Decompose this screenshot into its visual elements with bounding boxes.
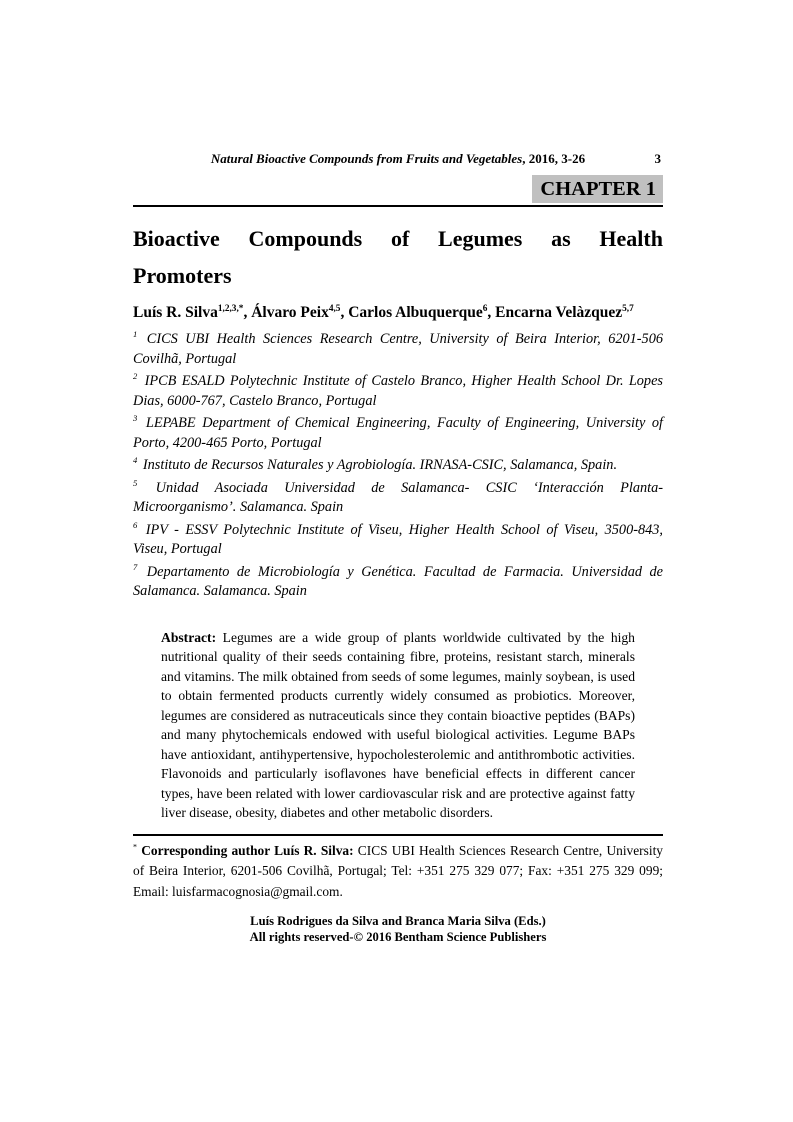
affiliation-number: 7 [133,561,138,572]
running-head-suffix: , 2016, 3-26 [522,151,586,166]
running-head-text [211,151,585,166]
affiliation-number: 3 [133,413,138,424]
corresponding-author-footnote [133,841,663,903]
affiliations-list [133,330,663,602]
page-number: 3 [654,151,661,166]
author-name: Luís R. Silva [133,304,218,321]
chapter-title-line2: Promoters [133,263,232,288]
affiliation-item [133,521,663,560]
affiliation-item [133,414,663,453]
affiliation-text: Unidad Asociada Universidad de Salamanca- CSIC ‘Interacción Planta-Microorganismo’. Salamanca. Spain [133,479,663,515]
author-sup: 4,5 [328,303,341,314]
footnote-marker: * [133,842,138,852]
footnote-label: Corresponding author Luís R. Silva: [141,842,354,858]
author-sup: 6 [482,303,488,314]
abstract-label: Abstract: [161,629,217,645]
affiliation-number: 2 [133,371,138,382]
affiliation-number: 1 [133,329,138,340]
abstract [161,628,635,823]
affiliation-text: IPCB ESALD Polytechnic Institute of Castelo Branco, Higher Health School Dr. Lopes Dias, 6000-767, Castelo Branco, Portugal [133,373,663,409]
running-head [133,150,663,168]
affiliation-text: LEPABE Department of Chemical Engineering, Faculty of Engineering, University of Porto, 4200-465 Porto, Portugal [133,415,663,451]
footnote-rule [133,834,663,836]
author-separator: , [340,304,349,321]
affiliation-text: Departamento de Microbiología y Genética. Facultad de Farmacia. Universidad de Salamanca. Salamanca. Spain [133,563,663,599]
chapter-title [133,220,663,294]
author-name: Álvaro Peix [251,304,329,321]
author-separator: , [487,304,496,321]
footnote-text: CICS UBI Health Sciences Research Centre, University of Beira Interior, 6201-506 Covilhã, Portugal; Tel: +351 275 329 077; Fax: +351 275 329 099; Email: luisfarmacognosia@gmail.com. [133,842,663,899]
author-separator: , [243,304,252,321]
affiliation-item [133,479,663,518]
affiliation-item [133,563,663,602]
affiliation-number: 5 [133,477,138,488]
author-sup: 1,2,3,* [217,303,244,314]
affiliation-number: 4 [133,455,138,466]
affiliation-text: CICS UBI Health Sciences Research Centre, University of Beira Interior, 6201-506 Covilhã, Portugal [133,331,663,367]
abstract-text: Legumes are a wide group of plants worldwide cultivated by the high nutritional quality of their seeds containing fibre, proteins, resistant starch, minerals and vitamins. The milk obtained from seeds of some legumes, mainly soybean, is used to obtain fermented products currently widely consumed as probiotics. Moreover, legumes are considered as nutraceuticals since they contain bioactive peptides (BAPs) and many phytochemicals endowed with useful biological activities. Legume BAPs have antioxidant, antihypertensive, hypocholesterolemic and antithrombotic activities. Flavonoids and particularly isoflavones have beneficial effects in different cancer types, have been related with lower cardiovascular risk and are protective against fatty liver disease, obesity, diabetes and other metabolic disorders. [161,629,635,820]
author-name: Carlos Albuquerque [348,304,483,321]
editors-line: Luís Rodrigues da Silva and Branca Maria Silva (Eds.) [250,914,546,928]
affiliation-text: Instituto de Recursos Naturales y Agrobiología. IRNASA-CSIC, Salamanca, Spain. [142,457,618,473]
affiliation-item [133,372,663,411]
chapter-title-line1: Bioactive Compounds of Legumes as Health [133,226,663,251]
book-title: Natural Bioactive Compounds from Fruits and Vegetables [210,151,523,166]
rights-line: All rights reserved-© 2016 Bentham Science Publishers [249,930,547,944]
page-content [133,150,663,945]
author-name: Encarna Velàzquez [495,304,623,321]
authors-line [133,303,663,323]
header-rule [133,205,663,207]
affiliation-number: 6 [133,519,138,530]
author-sup: 5,7 [622,303,634,314]
affiliation-text: IPV - ESSV Polytechnic Institute of Viseu, Higher Health School of Viseu, 3500-843, Viseu, Portugal [133,521,663,557]
affiliation-item [133,330,663,369]
chapter-banner-row [133,175,663,203]
publisher-block [133,913,663,945]
affiliation-item [133,456,663,476]
chapter-banner: CHAPTER 1 [532,175,663,203]
